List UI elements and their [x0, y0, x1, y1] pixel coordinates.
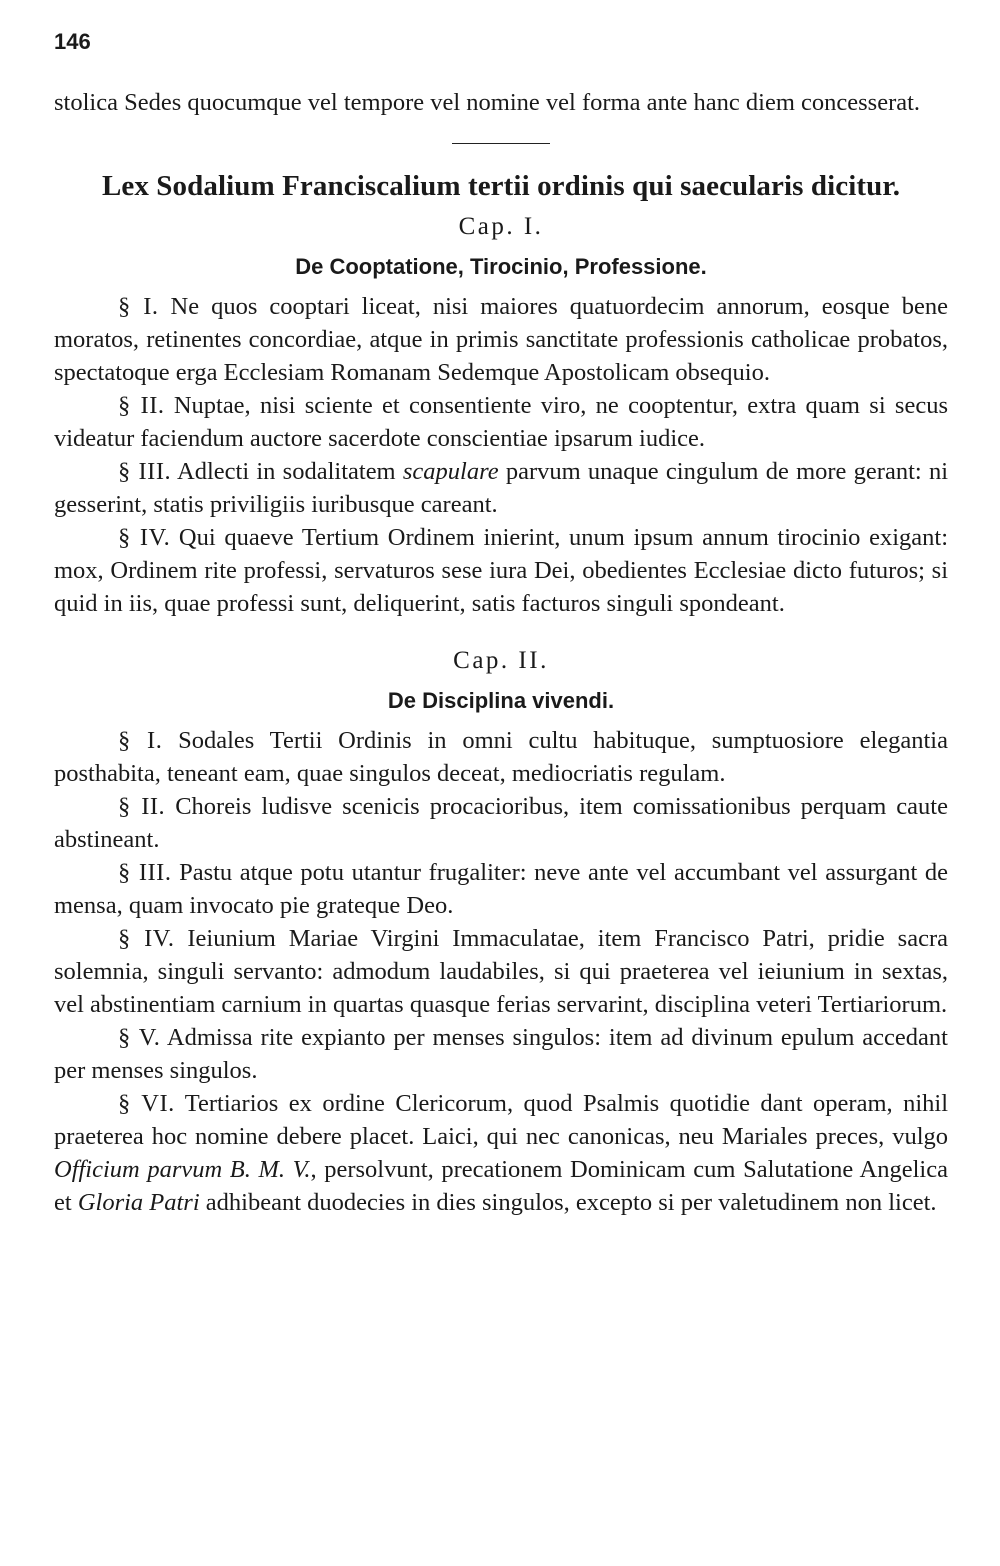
paragraph-text: Adlecti in sodalitatem — [177, 458, 396, 485]
paragraph-number: § II. — [118, 392, 165, 419]
ch2-paragraph-6 — [54, 1087, 948, 1219]
paragraph-text: Ne quos cooptari liceat, nisi maiores quatuordecim annorum, eosque bene moratos, retinentes concordiae, atque in primis sanctitate professionis catholicae probatos, spectatoque erga Ecclesiam Romanam Sedemque Apostolicam obsequio. — [54, 293, 948, 386]
chapter-1-title: De Cooptatione, Tirocinio, Professione. — [295, 254, 707, 279]
ch2-paragraph-4 — [54, 922, 948, 1021]
italic-term: scapulare — [402, 458, 499, 485]
ch2-paragraph-2 — [54, 790, 948, 856]
paragraph-number: § III. — [118, 859, 172, 886]
ch1-paragraph-2 — [54, 389, 948, 455]
paragraph-text: parvum unaque cingulum de more gerant: ni gesserint, statis priviligiis iuribusque careant. — [54, 458, 948, 518]
paragraph-text: Nuptae, nisi sciente et consentiente viro, ne cooptentur, extra quam si secus videatur faciendum auctore sacerdote conscientiae ipsarum iudice. — [54, 392, 948, 452]
chapter-2-heading: Cap. II. — [453, 647, 549, 674]
ch2-paragraph-5 — [54, 1021, 948, 1087]
paragraph-text: Choreis ludisve scenicis procacioribus, item comissationibus perquam caute abstineant. — [54, 793, 948, 853]
section-divider — [452, 143, 550, 144]
italic-term: Officium parvum B. M. V. — [54, 1156, 311, 1183]
paragraph-text: Tertiarios ex ordine Clericorum, quod Psalmis quotidie dant operam, nihil praeterea hoc nomine debere placet. Laici, qui nec canonicas, neu Mariales preces, vulgo — [54, 1090, 948, 1150]
intro-paragraph: stolica Sedes quocumque vel tempore vel nomine vel forma ante hanc diem concesserat. — [54, 89, 921, 116]
ch1-paragraph-4 — [54, 521, 948, 620]
paragraph-number: § I. — [118, 293, 159, 320]
law-title: Lex Sodalium Franciscalium tertii ordinis qui saecularis dicitur. — [101, 170, 901, 202]
paragraph-text: Admissa rite expianto per menses singulos: item ad divinum epulum accedant per menses singulos. — [54, 1024, 948, 1084]
ch1-paragraph-1 — [54, 290, 948, 389]
paragraph-text: Ieiunium Mariae Virgini Immaculatae, item Francisco Patri, pridie sacra solemnia, singuli servanto: admodum laudabiles, si qui praeterea vel ieiunium in sextas, vel abstinentiam carnium in quartas quasque ferias servarint, disciplina veteri Tertiariorum. — [54, 925, 949, 1018]
paragraph-text: adhibeant duodecies in dies singulos, excepto si per valetudinem non licet. — [205, 1189, 937, 1216]
paragraph-text: Sodales Tertii Ordinis in omni cultu habituque, sumptuosiore elegantia posthabita, teneant eam, quae singulos deceat, mediocriatis regulam. — [54, 727, 948, 787]
paragraph-text: Pastu atque potu utantur frugaliter: neve ante vel accumbant vel assurgant de mensa, quam invocato pie grateque Deo. — [54, 859, 949, 919]
chapter-2-title: De Disciplina vivendi. — [387, 688, 615, 713]
paragraph-number: § IV. — [118, 925, 175, 952]
paragraph-number: § VI. — [118, 1090, 175, 1117]
paragraph-number: § III. — [118, 458, 172, 485]
ch2-paragraph-3 — [54, 856, 948, 922]
paragraph-text: , persolvunt, precationem Dominicam cum Salutatione Angelica et — [54, 1156, 948, 1216]
ch2-paragraph-1 — [54, 724, 948, 790]
paragraph-number: § IV. — [118, 524, 171, 551]
paragraph-number: § II. — [118, 793, 166, 820]
paragraph-number: § V. — [118, 1024, 161, 1051]
ch1-paragraph-3 — [54, 455, 948, 521]
chapter-1-heading: Cap. I. — [458, 213, 544, 240]
paragraph-text: Qui quaeve Tertium Ordinem inierint, unum ipsum annum tirocinio exigant: mox, Ordinem rite professi, servaturos sese iura Dei, obedientes Ecclesiae dicto futuros; si quid in iis, quae professi sunt, deliquerint, satis facturos singuli spondeant. — [54, 524, 949, 617]
paragraph-number: § I. — [118, 727, 163, 754]
italic-term: Gloria Patri — [77, 1189, 200, 1216]
document-page — [54, 28, 948, 1219]
page-number: 146 — [54, 29, 91, 54]
